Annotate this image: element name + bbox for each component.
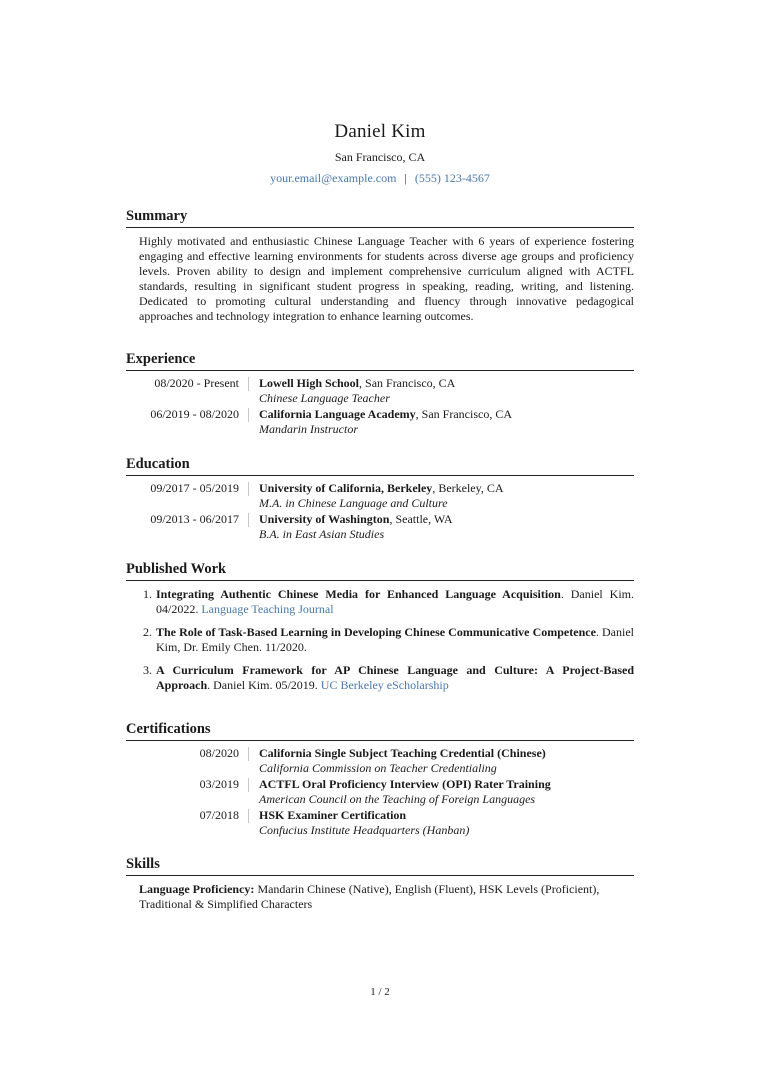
entry-degree: M.A. in Chinese Language and Culture [259,496,448,510]
publication-list [126,587,634,693]
skills-text [139,882,634,912]
summary-section [126,208,634,324]
contact-separator: | [404,171,407,185]
email-link[interactable]: your.email@example.com [270,171,397,185]
certification-entry [126,746,634,776]
section-title-summary: Summary [126,208,634,228]
publication-number: 1. [143,587,152,601]
candidate-location: San Francisco, CA [334,150,426,164]
publication-link[interactable]: UC Berkeley eScholarship [320,678,449,692]
section-title-publications: Published Work [126,561,634,581]
skills-label: Language Proficiency: [139,882,255,896]
publication-item [126,587,634,617]
entry-organization: California Language Academy [259,407,416,421]
skills-section [126,856,634,912]
certification-name: ACTFL Oral Proficiency Interview (OPI) Rater Training [259,777,551,791]
publication-item [126,663,634,693]
certification-name: HSK Examiner Certification [259,808,407,822]
entry-date: 07/2018 [126,809,249,823]
entry-role: Mandarin Instructor [259,422,358,436]
publication-title: The Role of Task-Based Learning in Developing Chinese Communicative Competence [156,625,596,639]
summary-text: Highly motivated and enthusiastic Chinese Language Teacher with 6 years of experience fostering engaging and effective learning environments for students across diverse age groups and proficiency levels. Proven ability to design and implement comprehensive curriculum aligned with ACTFL standards, resulting in significant student progress in speaking, reading, writing, and listening. Dedicated to promoting cultural understanding and fluency through innovative pedagogical approaches and technology integration to enhance learning outcomes. [139,234,634,323]
publication-title: Integrating Authentic Chinese Media for Enhanced Language Acquisition [156,587,561,601]
entry-date: 08/2020 [126,747,249,761]
certification-issuer: Confucius Institute Headquarters (Hanban) [259,823,470,837]
certification-entry [126,808,634,838]
education-entry [126,512,634,542]
entry-date: 03/2019 [126,778,249,792]
candidate-name: Daniel Kim [334,121,426,142]
education-section [126,456,634,543]
education-entry [126,481,634,511]
certification-issuer: American Council on the Teaching of Foreign Languages [259,792,536,806]
contact-line [0,171,760,186]
entry-location: , Seattle, WA [389,512,453,526]
section-title-certifications: Certifications [126,721,634,741]
publications-section [126,561,634,701]
education-list [126,481,634,542]
page-number: 1 / 2 [370,986,390,998]
entry-organization: University of California, Berkeley [259,481,433,495]
phone-link[interactable]: (555) 123-4567 [414,171,490,185]
section-title-skills: Skills [126,856,634,876]
publication-item [126,625,634,655]
publication-number: 3. [143,663,152,677]
certification-entry [126,777,634,807]
entry-location: , San Francisco, CA [359,376,456,390]
entry-location: , Berkeley, CA [432,481,504,495]
entry-date: 06/2019 - 08/2020 [126,408,249,422]
entry-organization: University of Washington [259,512,390,526]
publication-number: 2. [143,625,152,639]
entry-date: 09/2013 - 06/2017 [126,513,249,527]
publication-title: A Curriculum Framework for AP Chinese Language and Culture: A Project-Based Approach [156,663,634,692]
entry-degree: B.A. in East Asian Studies [259,527,385,541]
entry-role: Chinese Language Teacher [259,391,390,405]
experience-section [126,351,634,438]
publication-details: . Daniel Kim. 05/2019. [207,678,321,692]
entry-organization: Lowell High School [259,376,360,390]
experience-entry [126,407,634,437]
certification-list [126,746,634,838]
certification-name: California Single Subject Teaching Credential (Chinese) [259,746,546,760]
resume-header [0,121,760,186]
entry-location: , San Francisco, CA [415,407,512,421]
publication-details: . Daniel Kim, Dr. Emily Chen. 11/2020. [156,625,634,654]
section-title-education: Education [126,456,634,476]
entry-date: 08/2020 - Present [126,377,249,391]
publication-link[interactable]: Language Teaching Journal [201,602,334,616]
section-title-experience: Experience [126,351,634,371]
certification-issuer: California Commission on Teacher Credentialing [259,761,497,775]
experience-list [126,376,634,437]
certifications-section [126,721,634,839]
skills-list: Mandarin Chinese (Native), English (Fluent), HSK Levels (Proficient), Traditional & Simplified Characters [139,882,600,911]
experience-entry [126,376,634,406]
publication-details: . Daniel Kim. 04/2022. [156,587,634,616]
entry-date: 09/2017 - 05/2019 [126,482,249,496]
